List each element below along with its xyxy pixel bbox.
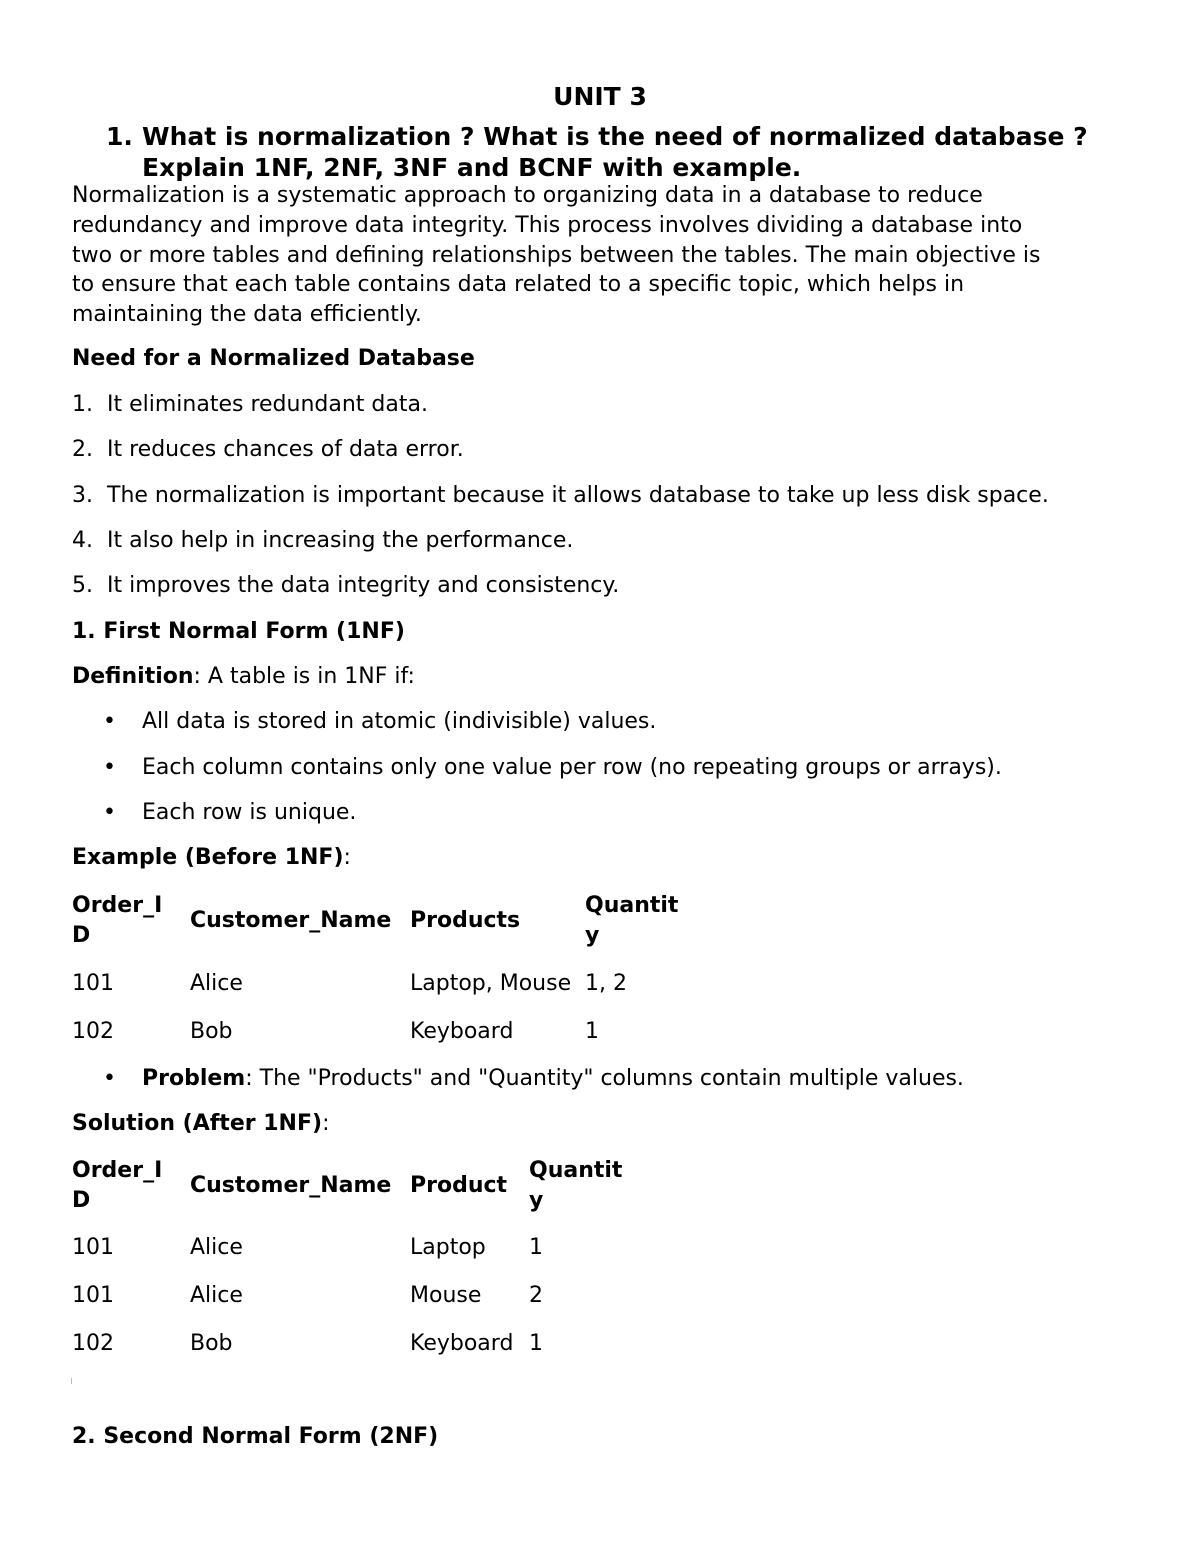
unit-title: UNIT 3 (553, 82, 647, 111)
table-header-cell (72, 1156, 162, 1216)
item-text: It also help in increasing the performance. (107, 528, 574, 553)
need-list-item (72, 483, 1049, 508)
table-cell: Alice (190, 971, 243, 996)
before-label-text: Example (Before 1NF) (72, 845, 344, 870)
bullet-icon: • (103, 1066, 116, 1091)
item-text: It improves the data integrity and consistency. (107, 573, 620, 598)
nf1-heading: 1. First Normal Form (1NF) (72, 619, 405, 644)
problem-text: : The "Products" and "Quantity" columns contain multiple values. (245, 1066, 964, 1091)
table-header-cell (585, 891, 678, 951)
table-cell: 102 (72, 1019, 114, 1044)
table-header-cell: Product (410, 1173, 508, 1198)
bullet-icon: • (103, 800, 116, 825)
table-cell: 102 (72, 1331, 114, 1356)
item-number: 2. (72, 437, 93, 462)
need-heading: Need for a Normalized Database (72, 346, 475, 371)
item-text: The normalization is important because it allows database to take up less disk space. (107, 483, 1049, 508)
definition-label: Definition (72, 664, 194, 689)
item-number: 1. (72, 392, 93, 417)
item-number: 5. (72, 573, 93, 598)
table-cell: 1, 2 (585, 971, 627, 996)
intro-line: two or more tables and defining relationships between the tables. The main objective is (72, 243, 1041, 268)
table-cell: 2 (529, 1283, 543, 1308)
table-header-cell (72, 891, 162, 951)
bullet-text: Each row is unique. (142, 800, 357, 825)
table-header-cell: Products (410, 908, 521, 933)
header-text: Quantit y (585, 893, 679, 948)
nf1-bullet (103, 709, 656, 734)
table-cell: Keyboard (410, 1331, 514, 1356)
table-cell: 1 (585, 1019, 599, 1044)
need-list-item (72, 437, 464, 462)
table-cell: 1 (529, 1331, 543, 1356)
item-number: 3. (72, 483, 93, 508)
table-cell: 101 (72, 1235, 114, 1260)
bullet-text: All data is stored in atomic (indivisible) values. (142, 709, 657, 734)
need-list-item (72, 392, 428, 417)
table-header-cell (529, 1156, 622, 1216)
intro-line: maintaining the data efficiently. (72, 302, 422, 327)
after-1nf-label (72, 1111, 329, 1136)
need-list-item (72, 573, 619, 598)
item-number: 4. (72, 528, 93, 553)
intro-line: redundancy and improve data integrity. This process involves dividing a database into (72, 213, 1023, 238)
header-text: Quantit y (529, 1158, 623, 1213)
header-text: Order_I D (72, 1158, 163, 1213)
table-cell: Alice (190, 1235, 243, 1260)
question-line-2: Explain 1NF, 2NF, 3NF and BCNF with example. (142, 153, 802, 182)
bullet-icon: • (103, 709, 116, 734)
table-header-cell: Customer_Name (190, 1173, 392, 1198)
table-cell: 101 (72, 971, 114, 996)
intro-line: Normalization is a systematic approach to organizing data in a database to reduce (72, 183, 983, 208)
item-text: It eliminates redundant data. (107, 392, 428, 417)
after-label-colon: : (322, 1111, 330, 1136)
nf2-heading: 2. Second Normal Form (2NF) (72, 1424, 439, 1449)
table-cell: Bob (190, 1331, 233, 1356)
nf1-definition (72, 664, 415, 689)
table-cell: Laptop, Mouse (410, 971, 572, 996)
bullet-text: Each column contains only one value per row (no repeating groups or arrays). (142, 755, 1002, 780)
header-text: Order_I D (72, 893, 163, 948)
table-cell: Bob (190, 1019, 233, 1044)
table-header-cell: Customer_Name (190, 908, 392, 933)
table-cell: 101 (72, 1283, 114, 1308)
after-label-text: Solution (After 1NF) (72, 1111, 323, 1136)
stray-mark (71, 1378, 72, 1384)
table-cell: Keyboard (410, 1019, 514, 1044)
need-list-item (72, 528, 573, 553)
before-label-colon: : (343, 845, 351, 870)
problem-label: Problem (142, 1066, 246, 1091)
table-cell: Mouse (410, 1283, 482, 1308)
question-line-1: What is normalization ? What is the need of normalized database ? (142, 122, 1088, 151)
table-cell: Laptop (410, 1235, 486, 1260)
definition-text: : A table is in 1NF if: (193, 664, 415, 689)
problem-bullet (103, 1066, 964, 1091)
before-1nf-label (72, 845, 351, 870)
bullet-icon: • (103, 755, 116, 780)
intro-line: to ensure that each table contains data related to a specific topic, which helps in (72, 272, 965, 297)
nf1-bullet (103, 755, 1002, 780)
question-number: 1. (106, 122, 133, 151)
table-cell: 1 (529, 1235, 543, 1260)
item-text: It reduces chances of data error. (107, 437, 464, 462)
nf1-bullet (103, 800, 356, 825)
table-cell: Alice (190, 1283, 243, 1308)
